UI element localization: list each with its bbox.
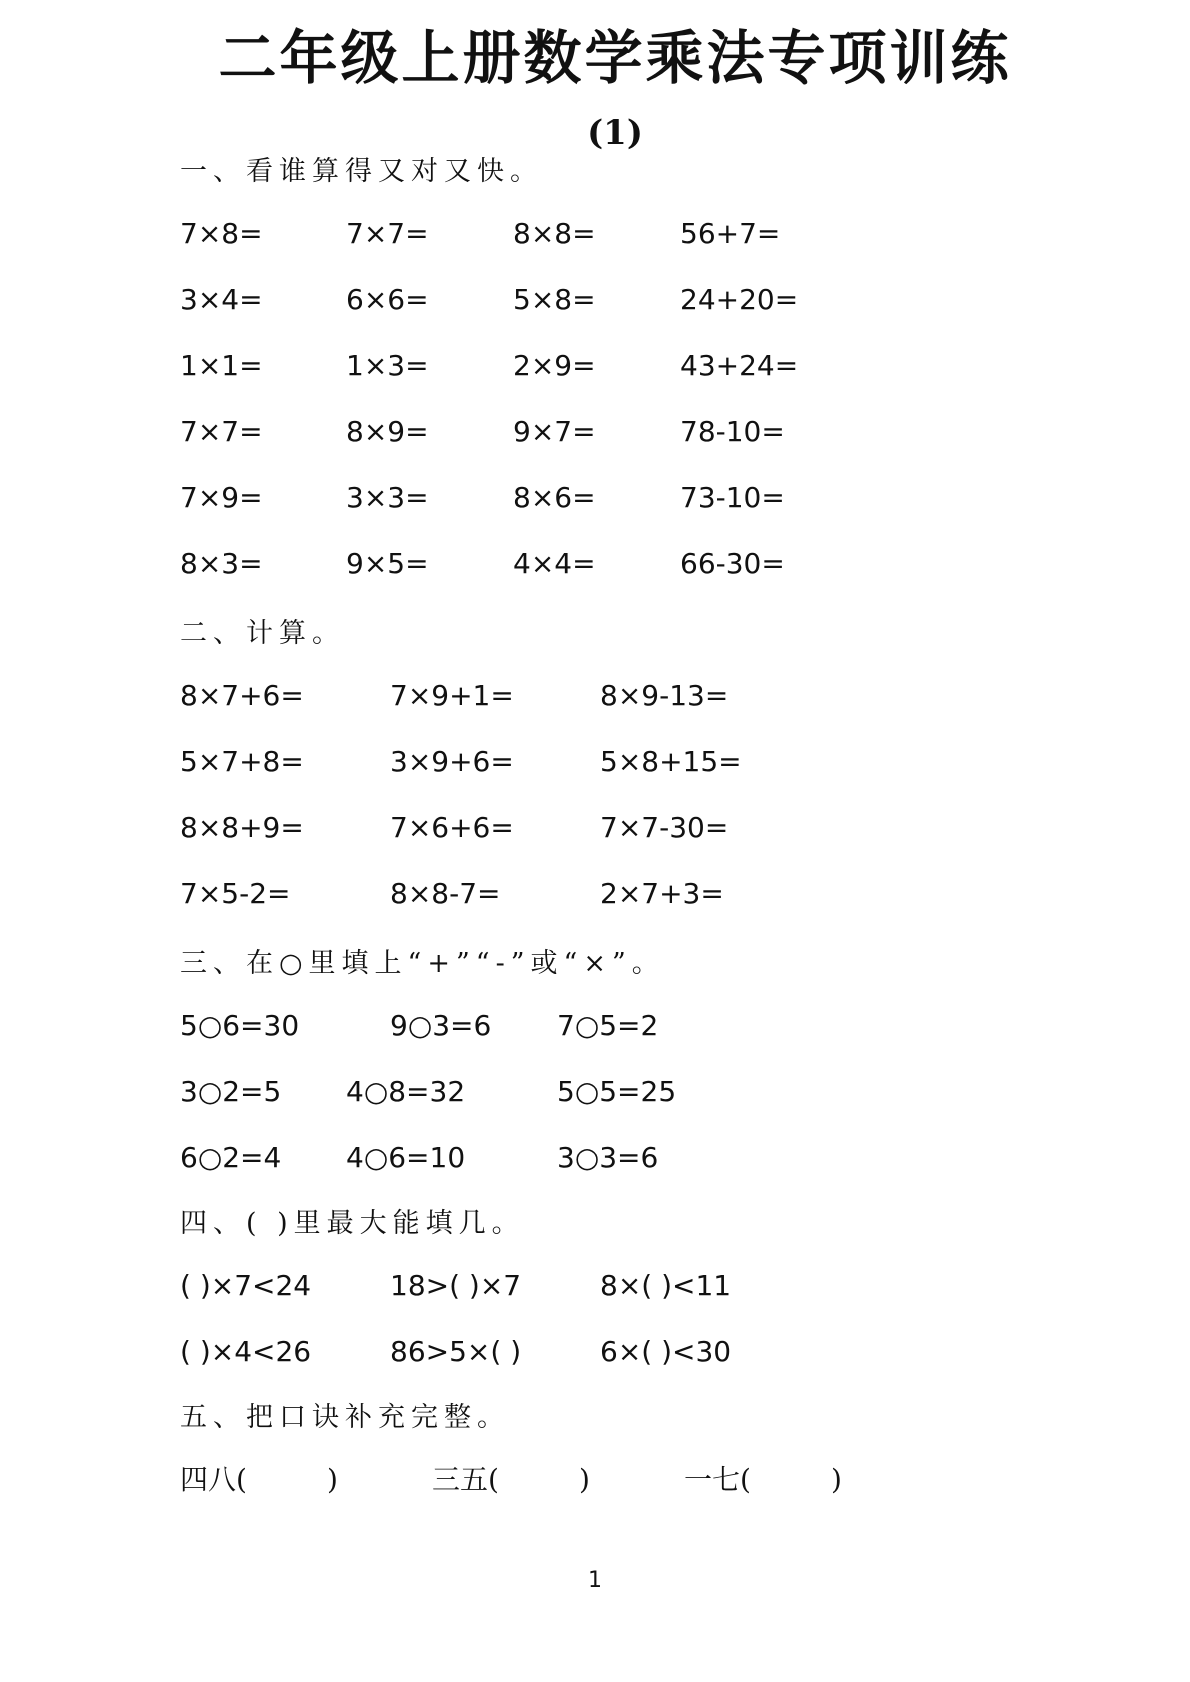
problem: 一七( ) xyxy=(684,1463,842,1496)
section-3-heading: 三、在○里填上“+”“-”或“×”。 xyxy=(180,948,665,979)
problem: 43+24= xyxy=(680,349,799,382)
problem: 5×8+15= xyxy=(600,745,742,778)
section-2-row xyxy=(180,874,1140,914)
section-5-heading: 五、把口诀补充完整。 xyxy=(180,1402,510,1433)
section-1-row xyxy=(180,412,1140,452)
section-1-row xyxy=(180,214,1140,254)
problem: 66-30= xyxy=(680,547,785,580)
problem: 5×8= xyxy=(513,283,596,316)
page-title: 二年级上册数学乘法专项训练 xyxy=(218,24,1012,92)
section-3-row xyxy=(180,1072,1140,1112)
problem: 73-10= xyxy=(680,481,785,514)
problem: 8×3= xyxy=(180,547,263,580)
problem: 4×4= xyxy=(513,547,596,580)
problem: 5○5=25 xyxy=(557,1075,677,1108)
problem: 24+20= xyxy=(680,283,799,316)
problem: 5○6=30 xyxy=(180,1009,300,1042)
problem: 8×8+9= xyxy=(180,811,304,844)
problem: 8×8= xyxy=(513,217,596,250)
page-subtitle: (1) xyxy=(587,113,643,153)
problem: 6×( )<30 xyxy=(600,1335,732,1368)
section-2-heading: 二、计算。 xyxy=(180,618,345,649)
problem: 3×9+6= xyxy=(390,745,514,778)
problem: 7×7= xyxy=(346,217,429,250)
problem: 9×7= xyxy=(513,415,596,448)
problem: 56+7= xyxy=(680,217,781,250)
problem: 18>( )×7 xyxy=(390,1269,522,1302)
section-2-row xyxy=(180,676,1140,716)
problem: 1×3= xyxy=(346,349,429,382)
problem: 7×6+6= xyxy=(390,811,514,844)
problem: 9×5= xyxy=(346,547,429,580)
problem: 7○5=2 xyxy=(557,1009,659,1042)
problem: 7×8= xyxy=(180,217,263,250)
section-3-row xyxy=(180,1138,1140,1178)
section-2-row xyxy=(180,742,1140,782)
problem: 4○8=32 xyxy=(346,1075,466,1108)
problem: 6×6= xyxy=(346,283,429,316)
problem: 8×( )<11 xyxy=(600,1269,732,1302)
problem: 7×7= xyxy=(180,415,263,448)
section-1-row xyxy=(180,544,1140,584)
problem: ( )×4<26 xyxy=(180,1335,312,1368)
problem: 9○3=6 xyxy=(390,1009,492,1042)
section-3-row xyxy=(180,1006,1140,1046)
problem: 7×5-2= xyxy=(180,877,291,910)
problem: 7×7-30= xyxy=(600,811,729,844)
section-4-row xyxy=(180,1266,1140,1306)
section-1-row xyxy=(180,280,1140,320)
section-4-row xyxy=(180,1332,1140,1372)
section-4-heading: 四、( )里最大能填几。 xyxy=(180,1208,525,1239)
section-1-heading: 一、看谁算得又对又快。 xyxy=(180,156,543,187)
problem: 5×7+8= xyxy=(180,745,304,778)
problem: 3○2=5 xyxy=(180,1075,282,1108)
problem: 6○2=4 xyxy=(180,1141,282,1174)
problem: 3×4= xyxy=(180,283,263,316)
problem: 86>5×( ) xyxy=(390,1335,522,1368)
problem: 2×7+3= xyxy=(600,877,724,910)
problem: 3○3=6 xyxy=(557,1141,659,1174)
problem: 7×9+1= xyxy=(390,679,514,712)
problem: 8×8-7= xyxy=(390,877,501,910)
problem: 三五( ) xyxy=(432,1463,590,1496)
problem: ( )×7<24 xyxy=(180,1269,312,1302)
page-number: 1 xyxy=(588,1568,602,1593)
problem: 3×3= xyxy=(346,481,429,514)
problem: 8×9-13= xyxy=(600,679,729,712)
section-2-row xyxy=(180,808,1140,848)
problem: 8×7+6= xyxy=(180,679,304,712)
problem: 2×9= xyxy=(513,349,596,382)
section-1-row xyxy=(180,346,1140,386)
problem: 4○6=10 xyxy=(346,1141,466,1174)
problem: 1×1= xyxy=(180,349,263,382)
section-5-row xyxy=(180,1460,1140,1500)
problem: 8×6= xyxy=(513,481,596,514)
problem: 78-10= xyxy=(680,415,785,448)
problem: 四八( ) xyxy=(180,1463,338,1496)
problem: 7×9= xyxy=(180,481,263,514)
problem: 8×9= xyxy=(346,415,429,448)
section-1-row xyxy=(180,478,1140,518)
